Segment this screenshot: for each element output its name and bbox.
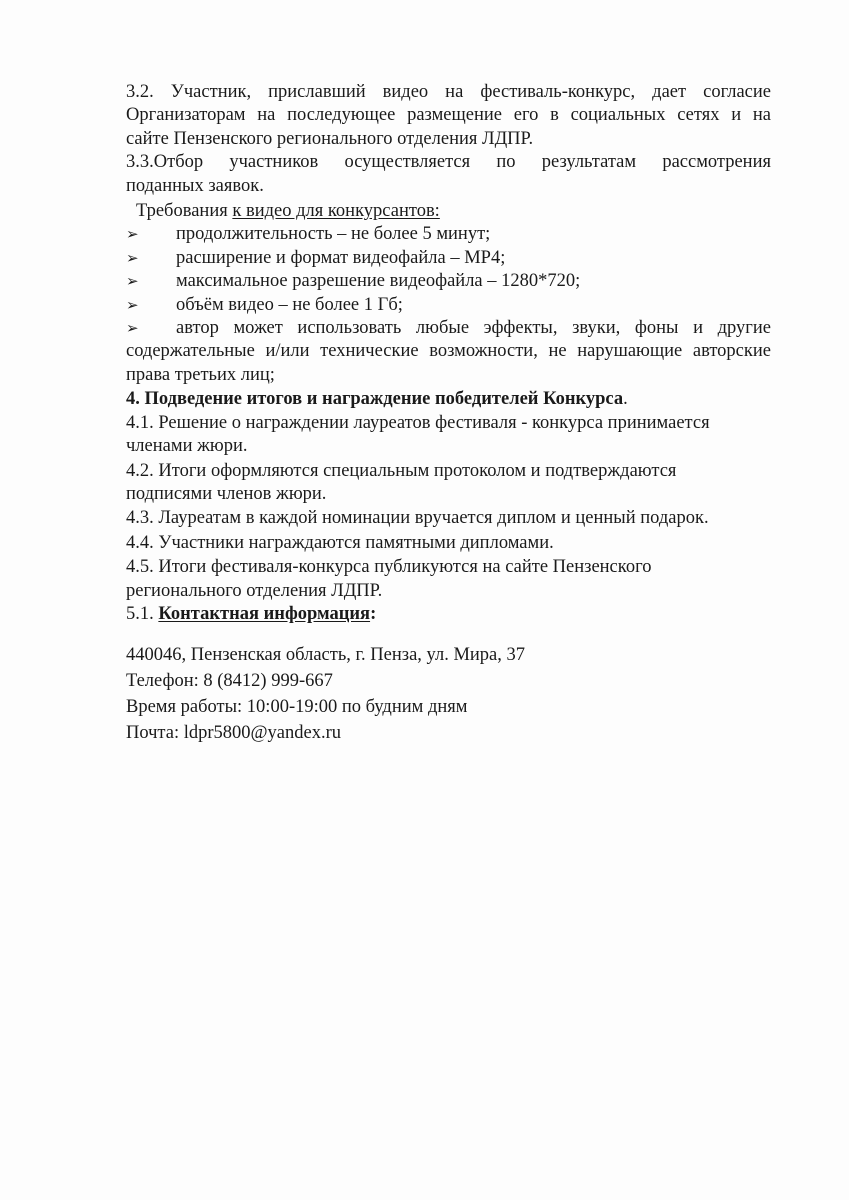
list-item bbox=[126, 294, 771, 317]
clause-3-3-line-1: 3.3.Отбор участников осуществляется по результатам рассмотрения bbox=[126, 152, 771, 173]
video-requirements-heading bbox=[126, 200, 771, 223]
section-4-title bbox=[126, 388, 771, 411]
video-requirements-underlined: к видео для конкурсантов: bbox=[232, 201, 440, 222]
clause-4-5-line-1: 4.5. Итоги фестиваля-конкурса публикуются на сайте Пензенского bbox=[126, 557, 652, 578]
arrowhead-bullet-icon: ➢ bbox=[126, 319, 139, 338]
video-requirements-prefix: Требования bbox=[136, 201, 233, 222]
clause-4-3: 4.3. Лауреатам в каждой номинации вручается диплом и ценный подарок. bbox=[126, 508, 709, 529]
section-4-title-text: 4. Подведение итогов и награждение победителей Конкурса bbox=[126, 389, 624, 410]
arrowhead-bullet-icon: ➢ bbox=[126, 248, 139, 267]
requirement-duration: продолжительность – не более 5 минут; bbox=[176, 224, 491, 245]
requirement-size: объём видео – не более 1 Гб; bbox=[176, 294, 403, 315]
contact-info-title: Контактная информация bbox=[158, 603, 371, 624]
clause-3-2-line-3: сайте Пензенского регионального отделения ЛДПР. bbox=[126, 128, 534, 149]
requirement-effects-line-2: содержательные и/или технические возможности, не нарушающие авторские bbox=[126, 341, 771, 362]
list-item bbox=[126, 247, 771, 270]
contact-info-block bbox=[126, 642, 771, 746]
list-item bbox=[126, 317, 771, 387]
requirement-resolution: максимальное разрешение видеофайла – 1280*720; bbox=[176, 271, 581, 292]
section-5-1-number: 5.1. bbox=[126, 603, 159, 624]
requirement-effects-line-1: автор может использовать любые эффекты, звуки, фоны и другие bbox=[176, 318, 771, 339]
clause-3-3-line-2: поданных заявок. bbox=[126, 175, 264, 196]
list-item bbox=[126, 223, 771, 246]
section-4-title-period: . bbox=[623, 389, 628, 410]
clause-4-4: 4.4. Участники награждаются памятными дипломами. bbox=[126, 532, 554, 553]
clause-4-1 bbox=[126, 412, 771, 459]
clause-4-1-line-1: 4.1. Решение о награждении лауреатов фестиваля - конкурса принимается bbox=[126, 412, 710, 433]
document-body bbox=[126, 81, 771, 746]
contact-email: Почта: ldpr5800@yandex.ru bbox=[126, 723, 342, 744]
contact-info-colon: : bbox=[370, 603, 377, 624]
list-item bbox=[126, 270, 771, 293]
clause-4-2 bbox=[126, 460, 771, 507]
clause-3-2-line-1: 3.2. Участник, приславший видео на фестиваль-конкурс, дает согласие bbox=[126, 82, 771, 102]
arrowhead-bullet-icon: ➢ bbox=[126, 225, 139, 244]
contact-phone: Телефон: 8 (8412) 999-667 bbox=[126, 671, 333, 692]
clause-4-1-line-2: членами жюри. bbox=[126, 436, 248, 457]
arrowhead-bullet-icon: ➢ bbox=[126, 295, 139, 314]
requirement-format: расширение и формат видеофайла – МР4; bbox=[176, 247, 506, 268]
arrowhead-bullet-icon: ➢ bbox=[126, 272, 139, 291]
clause-3-2-line-2: Организаторам на последующее размещение его в социальных сетях и на bbox=[126, 105, 771, 126]
contact-hours: Время работы: 10:00-19:00 по будним дням bbox=[126, 697, 468, 718]
clause-4-2-line-2: подписями членов жюри. bbox=[126, 483, 327, 504]
requirement-effects-line-3: права третьих лиц; bbox=[126, 364, 275, 385]
section-5-1-title bbox=[126, 603, 771, 626]
clause-4-5 bbox=[126, 556, 771, 603]
clause-3-2 bbox=[126, 81, 771, 151]
clause-3-3 bbox=[126, 151, 771, 198]
video-requirements-list bbox=[126, 223, 771, 387]
contact-address: 440046, Пензенская область, г. Пенза, ул. Мира, 37 bbox=[126, 645, 526, 666]
clause-4-5-line-2: регионального отделения ЛДПР. bbox=[126, 580, 383, 601]
clause-4-2-line-1: 4.2. Итоги оформляются специальным протоколом и подтверждаются bbox=[126, 460, 677, 481]
